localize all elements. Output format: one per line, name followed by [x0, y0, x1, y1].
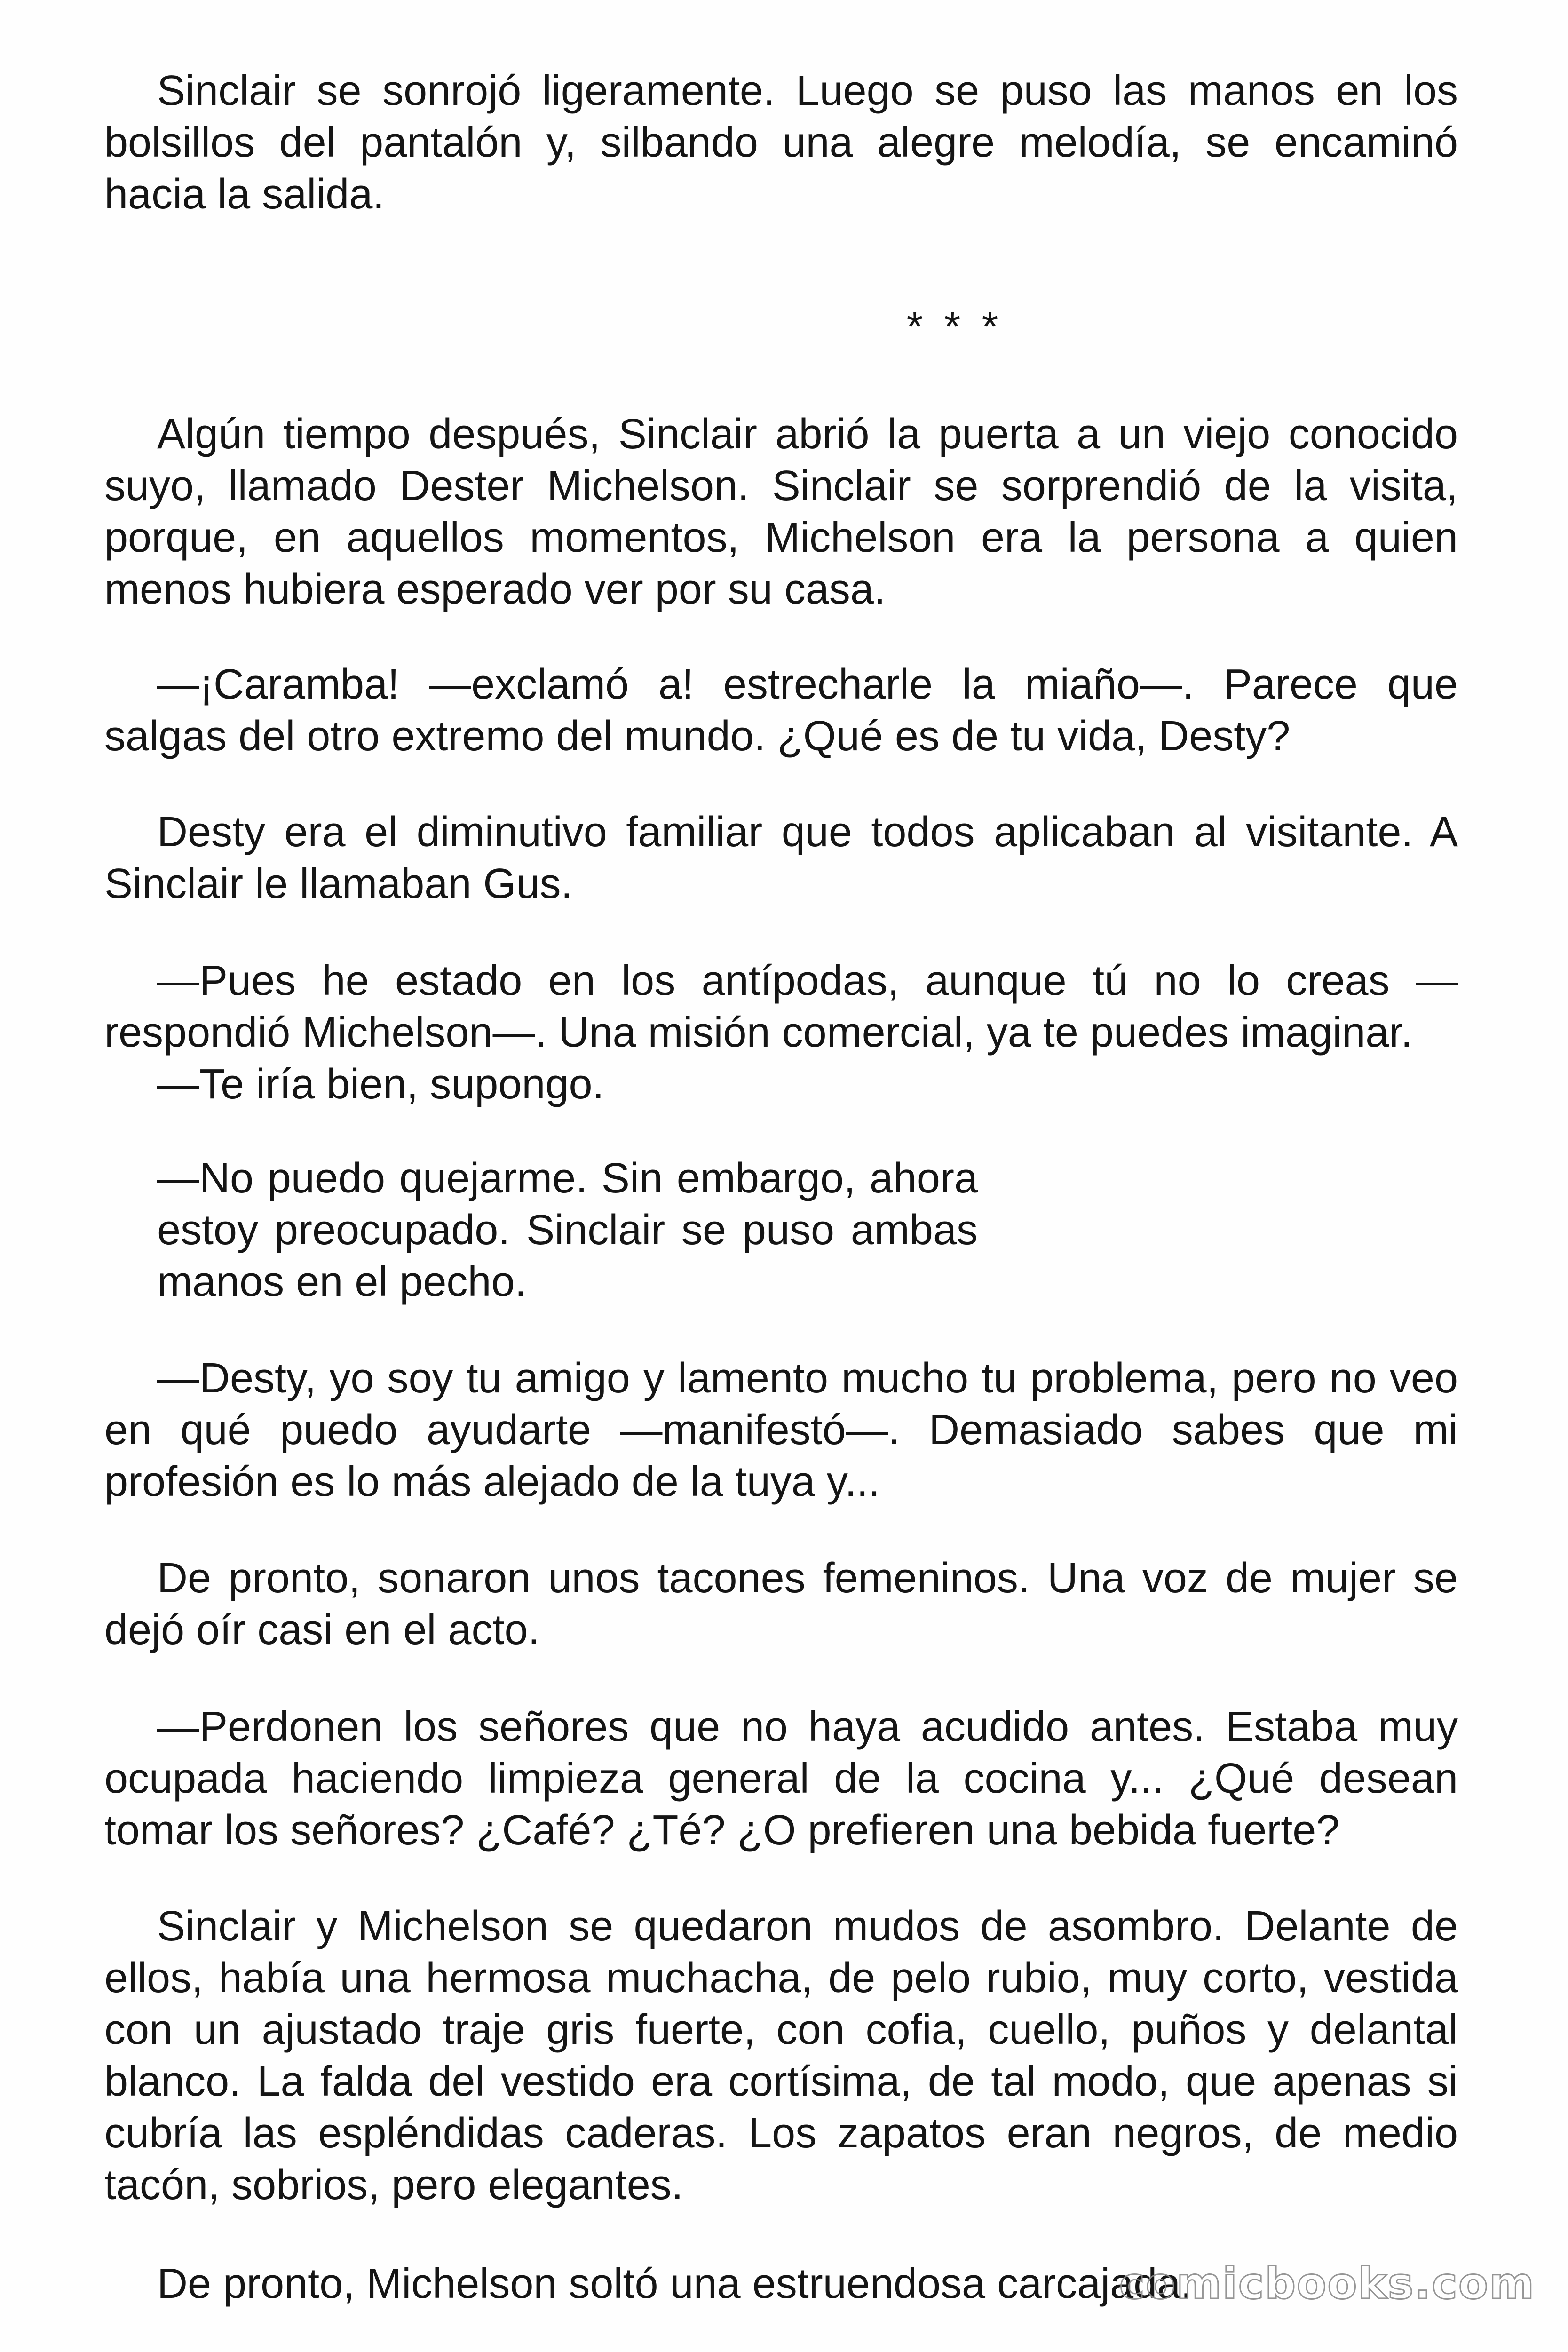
- paragraph-2: Algún tiempo después, Sinclair abrió la puerta a un viejo conocido suyo, llamado Dester Michelson. Sinclair se sorprendió de la visita, porque, en aquellos momentos, Michelson era la persona a quien menos hubiera esperado ver por su casa.: [104, 411, 1458, 613]
- paragraph-10: —Perdonen los señores que no haya acudido antes. Estaba muy ocupada haciendo limpieza general de la cocina y... ¿Qué desean tomar los señores? ¿Café? ¿Té? ¿O prefieren una bebida fuerte?: [104, 1703, 1458, 1854]
- watermark-logo: comicbooks.com: [1119, 2258, 1535, 2309]
- paragraph-1: Sinclair se sonrojó ligeramente. Luego se puso las manos en los bolsillos del pantalón y, silbando una alegre melodía, se encaminó hacia la salida.: [104, 67, 1458, 218]
- paragraph-9: De pronto, sonaron unos tacones femeninos. Una voz de mujer se dejó oír casi en el acto.: [104, 1555, 1458, 1653]
- paragraph-12: De pronto, Michelson soltó una estruendosa carcajada.: [157, 2260, 1193, 2307]
- paragraph-4: Desty era el diminutivo familiar que todos aplicaban al visitante. A Sinclair le llamaban Gus.: [104, 809, 1458, 907]
- paragraph-5: —Pues he estado en los antípodas, aunque tú no lo creas —respondió Michelson—. Una misión comercial, ya te puedes imaginar.: [104, 957, 1458, 1056]
- paragraph-3: —¡Caramba! —exclamó a! estrecharle la miaño—. Parece que salgas del otro extremo del mundo. ¿Qué es de tu vida, Desty?: [104, 661, 1458, 760]
- paragraph-11: Sinclair y Michelson se quedaron mudos de asombro. Delante de ellos, había una hermosa muchacha, de pelo rubio, muy corto, vestida con un ajustado traje gris fuerte, con cofia, cuello, puños y delantal blanco. La falda del vestido era cortísima, de tal modo, que apenas si cubría las espléndidas caderas. Los zapatos eran negros, de medio tacón, sobrios, pero elegantes.: [104, 1903, 1458, 2209]
- paragraph-8: —Desty, yo soy tu amigo y lamento mucho tu problema, pero no veo en qué puedo ayudarte —manifestó—. Demasiado sabes que mi profesión es lo más alejado de la tuya y...: [104, 1355, 1458, 1505]
- paragraph-6: —Te iría bien, supongo.: [157, 1061, 604, 1108]
- section-separator: * * *: [906, 303, 1003, 350]
- paragraph-7: —No puedo quejarme. Sin embargo, ahora estoy preocupado. Sinclair se puso ambas manos en el pecho.: [157, 1155, 978, 1305]
